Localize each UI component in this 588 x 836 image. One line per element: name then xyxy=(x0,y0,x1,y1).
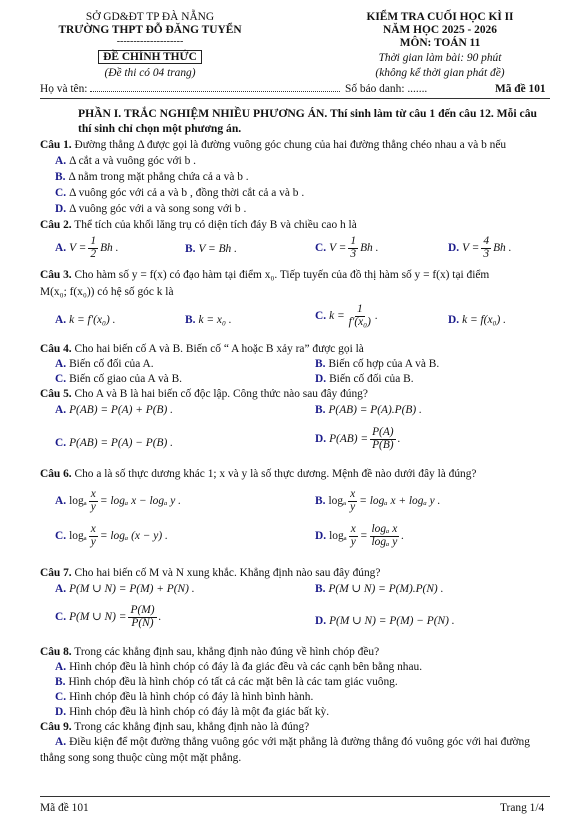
q8-option-c[interactable]: C. Hình chóp đều là hình chóp có đáy là hình bình hành. xyxy=(55,691,314,703)
question-8: Câu 8. Trong các khẳng định sau, khẳng định nào đúng về hình chóp đều? xyxy=(40,646,380,658)
exam-title: KIỂM TRA CUỐI HỌC KÌ II xyxy=(366,11,514,23)
question-1: Câu 1. Đường thẳng Δ được gọi là đường vuông góc chung của hai đường thẳng chéo nhau a và b nếu xyxy=(40,139,507,151)
q4-option-b[interactable]: B. Biến cố hợp của A và B. xyxy=(315,358,440,370)
header-dashes: -------------------- xyxy=(116,36,184,47)
q5-option-a[interactable]: A. P(AB) = P(A) + P(B) . xyxy=(55,404,174,416)
part1-title: PHẦN I. TRẮC NGHIỆM NHIỀU PHƯƠNG ÁN. Thí sinh làm từ câu 1 đến câu 12. Mỗi câu xyxy=(78,107,537,120)
question-4: Câu 4. Cho hai biến cố A và B. Biến cố “ A hoặc B xảy ra” được gọi là xyxy=(40,343,364,355)
q9-option-a[interactable]: A. Điều kiện để một đường thẳng vuông góc với mặt phẳng là đường thẳng đó vuông góc với hai đường xyxy=(55,736,530,748)
question-7: Câu 7. Cho hai biến cố M và N xung khắc. Khẳng định nào sau đây đúng? xyxy=(40,567,381,579)
candidate-id-label: Số báo danh: ....... xyxy=(345,83,428,95)
q8-option-a[interactable]: A. Hình chóp đều là hình chóp có đáy là đa giác đều và các cạnh bên bằng nhau. xyxy=(55,661,423,673)
q7-option-b[interactable]: B. P(M ∪ N) = P(M).P(N) . xyxy=(315,583,444,595)
q7-option-a[interactable]: A. P(M ∪ N) = P(M) + P(N) . xyxy=(55,583,195,595)
department-name: SỞ GD&ĐT TP ĐÀ NẴNG xyxy=(85,11,215,23)
footer-page-number: Trang 1/4 xyxy=(500,802,545,814)
q4-option-a[interactable]: A. Biến cố đối của A. xyxy=(55,358,154,370)
question-5: Câu 5. Cho A và B là hai biến cố độc lập. Công thức nào sau đây đúng? xyxy=(40,388,368,400)
footer-divider xyxy=(40,796,550,797)
q4-option-c[interactable]: C. Biến cố giao của A và B. xyxy=(55,373,183,385)
q2-option-c[interactable]: C. V = $\frac{1}{3}$ Bh . xyxy=(315,235,379,260)
q9-option-a-cont: thẳng song song thuộc cùng một mặt phẳng. xyxy=(40,752,242,764)
exam-time-note: (không kể thời gian phát đề) xyxy=(375,67,505,79)
q4-option-d[interactable]: D. Biến cố đối của B. xyxy=(315,373,414,385)
q2-option-d[interactable]: D. V = $\frac{4}{3}$ Bh . xyxy=(448,235,512,260)
exam-time: Thời gian làm bài: 90 phút xyxy=(378,52,502,64)
q5-option-b[interactable]: B. P(AB) = P(A).P(B) . xyxy=(315,404,422,416)
part1-title-cont: thí sinh chỉ chọn một phương án. xyxy=(78,122,242,135)
q5-option-d[interactable]: D. P(AB) = $\frac{P(A)}{P(B)}$ . xyxy=(315,426,401,451)
q1-option-b[interactable]: B. Δ nằm trong mặt phẳng chứa cả a và b . xyxy=(55,171,249,183)
q2-option-a[interactable]: A. V = $\frac{1}{2}$ Bh . xyxy=(55,235,119,260)
q3-option-d[interactable]: D. k = f(x₀) . xyxy=(448,314,506,326)
question-3-cont: M(x₀; f(x₀)) có hệ số góc k là xyxy=(40,286,174,298)
school-name: TRƯỜNG THPT ĐỖ ĐĂNG TUYỂN xyxy=(58,24,242,36)
q1-option-a[interactable]: A. Δ cắt a và vuông góc với b . xyxy=(55,155,196,167)
question-3: Câu 3. Cho hàm số y = f(x) có đạo hàm tại điểm x₀. Tiếp tuyến của đồ thị hàm số y = f(x) tại điểm xyxy=(40,269,490,281)
name-field-label: Họ và tên: xyxy=(40,82,340,96)
q3-option-b[interactable]: B. k = x₀ . xyxy=(185,314,232,326)
question-2: Câu 2. Thể tích của khối lăng trụ có diện tích đáy B và chiều cao h là xyxy=(40,219,357,231)
page-count-note: (Đề thi có 04 trang) xyxy=(104,67,196,79)
question-9: Câu 9. Trong các khẳng định sau, khẳng định nào là đúng? xyxy=(40,721,310,733)
q6-option-d[interactable]: D. logₐ $\frac{x}{y}$ = $\frac{\text{logₐ x}}{\text{logₐ y}}$ . xyxy=(315,523,405,548)
school-year: NĂM HỌC 2025 - 2026 xyxy=(383,24,497,36)
q1-option-d[interactable]: D. Δ vuông góc với a và song song với b . xyxy=(55,203,247,215)
q7-option-c[interactable]: C. P(M ∪ N) = $\frac{P(M)}{P(N)}$ . xyxy=(55,604,162,629)
footer-exam-code: Mã đề 101 xyxy=(40,802,89,814)
q5-option-c[interactable]: C. P(AB) = P(A) − P(B) . xyxy=(55,437,174,449)
q2-option-b[interactable]: B. V = Bh . xyxy=(185,243,237,255)
header-divider xyxy=(40,98,550,99)
question-6: Câu 6. Cho a là số thực dương khác 1; x và y là số thực dương. Mệnh đề nào dưới đây là đúng? xyxy=(40,468,477,480)
q8-option-d[interactable]: D. Hình chóp đều là hình chóp có đáy là một đa giác bất kỳ. xyxy=(55,706,330,718)
q6-option-a-row[interactable]: A. logₐ $\frac{x}{y}$ = logₐ x − logₐ y . xyxy=(55,488,182,513)
q3-option-a[interactable]: A. k = f′(x₀) . xyxy=(55,314,116,326)
exam-code: Mã đề 101 xyxy=(495,83,546,95)
q6-option-b[interactable]: B. logₐ $\frac{x}{y}$ = logₐ x + logₐ y . xyxy=(315,488,441,513)
q8-option-b[interactable]: B. Hình chóp đều là hình chóp có tất cả các mặt bên là các tam giác vuông. xyxy=(55,676,398,688)
subject: MÔN: TOÁN 11 xyxy=(399,37,481,49)
q7-option-d[interactable]: D. P(M ∪ N) = P(M) − P(N) . xyxy=(315,615,455,627)
q1-option-c[interactable]: C. Δ vuông góc với cả a và b , đồng thời cắt cả a và b . xyxy=(55,187,305,199)
q3-option-c[interactable]: C. k = $\frac{1}{\text{f′(x₀)}}$ . xyxy=(315,303,378,328)
q6-option-c[interactable]: C. logₐ $\frac{x}{y}$ = logₐ (x − y) . xyxy=(55,523,168,548)
official-exam-label: ĐỀ CHÍNH THỨC xyxy=(40,50,260,64)
